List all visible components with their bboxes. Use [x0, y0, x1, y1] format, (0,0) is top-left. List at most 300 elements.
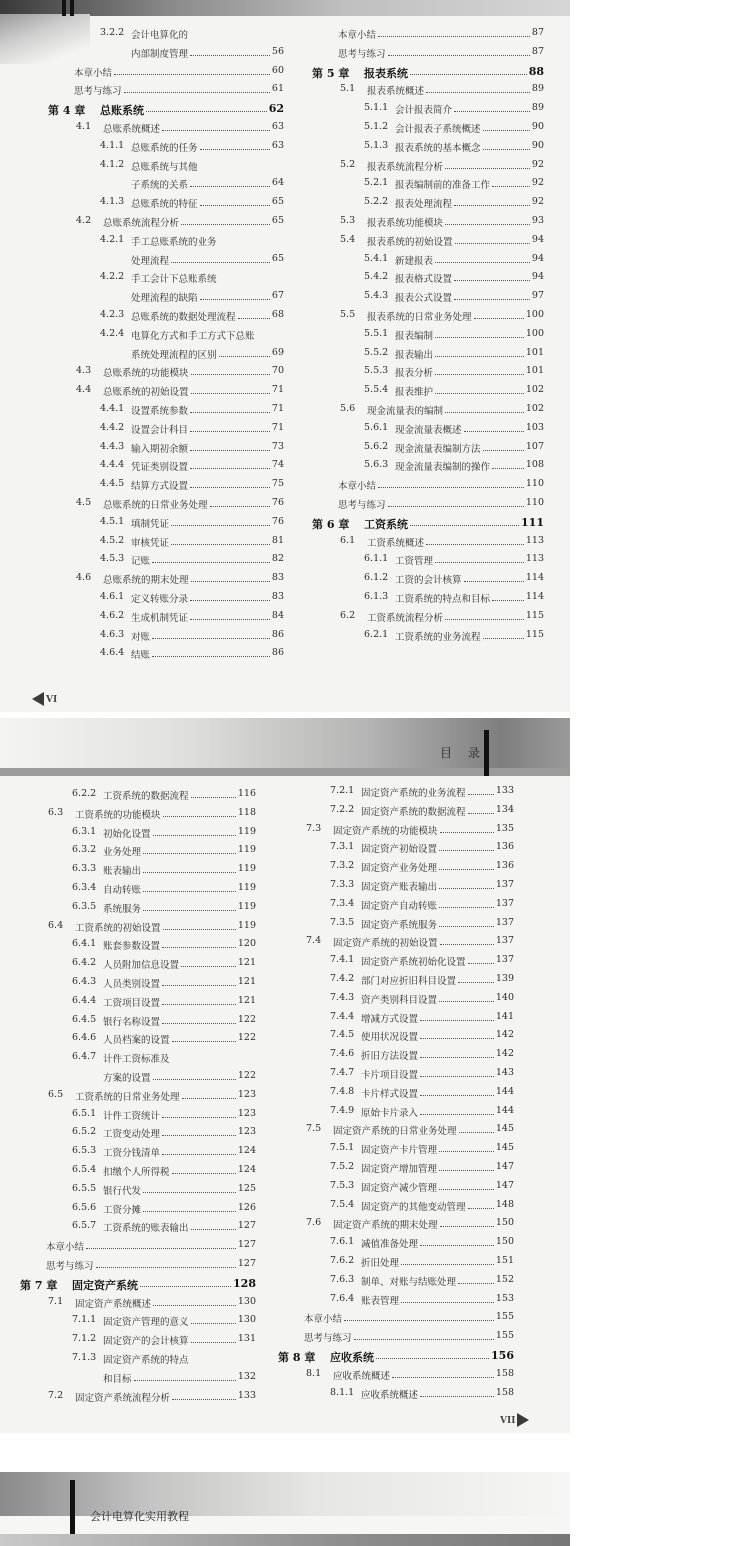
toc-entry	[312, 384, 544, 403]
toc-entry-page: 67	[271, 290, 284, 302]
toc-chapter	[312, 516, 544, 535]
toc-entry-title: 银行代发	[103, 1185, 142, 1197]
dot-leader	[420, 1020, 494, 1021]
dot-leader	[458, 1283, 494, 1284]
toc-entry	[312, 422, 544, 441]
toc-entry-page: 101	[525, 365, 544, 377]
toc-entry	[312, 535, 544, 554]
toc-entry-number: 7.6.4	[330, 1292, 355, 1304]
toc-entry-number: 6.5	[48, 1088, 64, 1100]
toc-entry-number: 6.4.5	[72, 1013, 97, 1025]
dot-leader	[492, 600, 524, 601]
toc-entry	[312, 497, 544, 516]
toc-entry-title: 固定资产的其他变动管理	[361, 1201, 466, 1213]
toc-entry	[278, 1255, 514, 1274]
toc-entry	[20, 1051, 256, 1070]
toc-entry-number: 5.1	[340, 83, 356, 95]
toc-entry	[278, 1217, 514, 1236]
toc-entry	[312, 478, 544, 497]
toc-entry-page: 122	[237, 1032, 256, 1044]
toc-entry-title: 固定资产系统概述	[75, 1298, 152, 1310]
toc-entry-number: 5.4	[340, 233, 356, 245]
toc-entry-number: 6.1.1	[364, 553, 389, 565]
toc-entry-number: 7.2.2	[330, 803, 355, 815]
toc-entry-page: 71	[271, 402, 284, 414]
toc-entry-page: 60	[271, 64, 284, 76]
toc-entry-page: 89	[531, 83, 544, 95]
toc-entry-number: 7.4.4	[330, 1010, 355, 1022]
toc-entry-number: 7.3.1	[330, 841, 355, 853]
dot-leader	[143, 853, 236, 854]
toc-entry-title: 定义转账分录	[131, 593, 189, 605]
toc-entry-title: 工资系统的特点和目标	[395, 593, 491, 605]
toc-entry-title: 固定资产系统流程分析	[75, 1392, 171, 1404]
toc-entry	[312, 215, 544, 234]
toc-entry-title: 人员档案的设置	[103, 1035, 170, 1047]
dot-leader	[435, 337, 524, 338]
toc-entry-title: 应收系统概述	[361, 1389, 419, 1401]
toc-entry-number: 6.5.4	[72, 1163, 97, 1175]
toc-entry-page: 115	[525, 609, 544, 621]
toc-entry-title: 总账系统的任务	[131, 142, 198, 154]
toc-entry	[48, 497, 284, 516]
toc-entry	[312, 629, 544, 648]
toc-entry-page: 131	[237, 1333, 256, 1345]
toc-entry-page: 136	[495, 860, 514, 872]
toc-entry	[278, 898, 514, 917]
toc-entry-page: 124	[237, 1163, 256, 1175]
toc-entry-title: 生成机制凭证	[131, 612, 189, 624]
toc-chapter	[312, 65, 544, 84]
dot-leader	[191, 1342, 236, 1343]
toc-entry-number: 5.5	[340, 308, 356, 320]
dot-leader	[238, 318, 270, 319]
toc-entry-title: 报表分析	[395, 368, 434, 380]
dot-leader	[426, 92, 530, 93]
header-bar	[62, 0, 66, 16]
toc-entry-title: 银行名称设置	[103, 1016, 161, 1028]
page-number: VII	[500, 1413, 529, 1427]
toc-entry	[20, 920, 256, 939]
dot-leader	[445, 619, 524, 620]
toc-entry-number: 7.1.2	[72, 1333, 97, 1345]
toc-entry	[48, 196, 284, 215]
dot-leader	[468, 1208, 494, 1209]
toc-entry-page: 133	[495, 785, 514, 796]
toc-entry	[312, 347, 544, 366]
toc-entry-title: 和目标	[103, 1373, 132, 1385]
dot-leader	[163, 929, 236, 930]
toc-entry-title: 报表编制前的准备工作	[395, 180, 491, 192]
toc-entry-number: 7.2	[48, 1389, 64, 1401]
toc-entry-page: 145	[495, 1123, 514, 1135]
toc-chapter	[20, 1277, 256, 1296]
toc-entry-number: 7.4.9	[330, 1104, 355, 1116]
toc-entry-number: 6.2.1	[364, 628, 389, 640]
toc-entry-number: 6.4.6	[72, 1032, 97, 1044]
toc-entry	[278, 1311, 514, 1330]
toc-entry-title: 卡片样式设置	[361, 1088, 419, 1100]
toc-page-2	[0, 718, 570, 1433]
toc-entry-number: 5.1.3	[364, 139, 389, 151]
toc-entry-page: 119	[237, 844, 256, 856]
toc-entry	[20, 1164, 256, 1183]
dot-leader	[190, 450, 270, 451]
dot-leader	[191, 581, 270, 582]
toc-entry-title: 思考与练习	[46, 1260, 94, 1272]
toc-entry	[278, 954, 514, 973]
dot-leader	[492, 468, 524, 469]
toc-entry	[48, 441, 284, 460]
toc-entry-number: 6.1	[340, 534, 356, 546]
toc-entry	[312, 253, 544, 272]
dot-leader	[439, 1001, 494, 1002]
toc-entry-title: 减值准备处理	[361, 1239, 419, 1251]
toc-entry-number: 6.5.6	[72, 1201, 97, 1213]
toc-entry-number: 7.2.1	[330, 785, 355, 796]
toc-entry-page: 151	[495, 1254, 514, 1266]
dot-leader	[162, 1154, 236, 1155]
toc-entry-page: 134	[495, 803, 514, 815]
toc-entry	[278, 1011, 514, 1030]
toc-entry-page: 152	[495, 1273, 514, 1285]
toc-entry-page: 87	[531, 45, 544, 57]
dot-leader	[172, 1041, 236, 1042]
toc-entry-page: 87	[531, 27, 544, 38]
toc-entry-page: 102	[525, 384, 544, 396]
toc-entry	[48, 309, 284, 328]
toc-entry-number: 4.2.2	[100, 271, 125, 283]
dot-leader	[458, 982, 494, 983]
toc-entry	[20, 1070, 256, 1089]
toc-entry-number: 4.1.1	[100, 139, 125, 151]
toc-entry-page: 127	[237, 1239, 256, 1251]
toc-entry-number: 6.4	[48, 919, 64, 931]
toc-entry	[20, 882, 256, 901]
toc-entry-number: 7.4	[306, 935, 322, 947]
dot-leader	[143, 1192, 236, 1193]
dot-leader	[454, 299, 530, 300]
dot-leader	[439, 869, 494, 870]
toc-entry-number: 4.4.4	[100, 459, 125, 471]
toc-entry-number: 4.6.4	[100, 647, 125, 659]
toc-entry-title: 资产类别科目设置	[361, 994, 438, 1006]
toc-entry	[278, 1142, 514, 1161]
dot-leader	[483, 130, 530, 131]
dot-leader	[172, 1173, 236, 1174]
toc-entry	[20, 901, 256, 920]
toc-entry-number: 6.5.3	[72, 1145, 97, 1157]
toc-entry-number: 4.6.3	[100, 628, 125, 640]
toc-entry-number: 6.5.2	[72, 1126, 97, 1138]
toc-entry	[278, 1274, 514, 1293]
toc-entry-page: 123	[237, 1107, 256, 1119]
toc-entry	[278, 1086, 514, 1105]
toc-entry-page: 121	[237, 957, 256, 969]
toc-entry-title: 固定资产系统的特点	[103, 1354, 189, 1366]
dot-leader	[410, 74, 527, 75]
dot-leader	[439, 1189, 494, 1190]
toc-entry-title: 固定资产系统的期末处理	[333, 1220, 438, 1232]
toc-entry-number: 7.4.5	[330, 1029, 355, 1041]
toc-entry	[48, 610, 284, 629]
toc-entry-title: 内部制度管理	[131, 48, 189, 60]
dot-leader	[388, 506, 524, 507]
dot-leader	[445, 412, 524, 413]
dot-leader	[162, 1117, 236, 1118]
toc-entry-page: 92	[531, 177, 544, 189]
toc-entry-page: 113	[525, 534, 544, 546]
toc-entry-number: 5.1.2	[364, 120, 389, 132]
toc-entry-page: 86	[271, 647, 284, 659]
toc-entry-page: 64	[271, 177, 284, 189]
toc-entry-title: 工资变动处理	[103, 1129, 161, 1141]
toc-entry-page: 101	[525, 346, 544, 358]
dot-leader	[162, 1135, 236, 1136]
dot-leader	[439, 926, 494, 927]
toc-entry-number: 7.5.1	[330, 1142, 355, 1154]
toc-entry	[48, 365, 284, 384]
toc-entry-number: 6.4.3	[72, 975, 97, 987]
toc-entry-number: 7.3.3	[330, 878, 355, 890]
toc-entry	[20, 1108, 256, 1127]
toc-entry-number: 3.2.2	[100, 27, 125, 38]
dot-leader	[392, 1377, 494, 1378]
toc-entry-title: 工资的会计核算	[395, 575, 462, 587]
toc-entry-title: 工资系统的初始设置	[75, 922, 161, 934]
toc-entry	[312, 83, 544, 102]
toc-entry-page: 139	[495, 972, 514, 984]
dot-leader	[200, 299, 270, 300]
toc-entry	[20, 844, 256, 863]
toc-entry-number: 5.3	[340, 214, 356, 226]
toc-entry-title: 账表输出	[103, 866, 142, 878]
dot-leader	[171, 544, 270, 545]
toc-entry-title: 本章小结	[74, 67, 113, 79]
toc-entry-title: 总账系统的初始设置	[103, 387, 189, 399]
dot-leader	[191, 1229, 236, 1230]
toc-entry	[20, 1352, 256, 1371]
toc-entry-page: 63	[271, 120, 284, 132]
toc-entry-page: 121	[237, 994, 256, 1006]
toc-entry-page: 147	[495, 1179, 514, 1191]
toc-entry-number: 7.5	[306, 1123, 322, 1135]
toc-entry-number: 7.3	[306, 822, 322, 834]
toc-entry-number: 5.2	[340, 158, 356, 170]
toc-entry-page: 114	[525, 572, 544, 584]
toc-entry-number: 7.6.2	[330, 1254, 355, 1266]
toc-entry	[48, 535, 284, 554]
toc-entry-page: 132	[237, 1370, 256, 1382]
toc-entry-number: 7.1.1	[72, 1314, 97, 1326]
dot-leader	[191, 797, 236, 798]
toc-entry-number: 4.6.1	[100, 590, 125, 602]
toc-entry	[48, 459, 284, 478]
toc-entry-page: 62	[268, 102, 284, 116]
toc-entry-number: 4.2.4	[100, 327, 125, 339]
toc-entry	[20, 1258, 256, 1277]
toc-entry-title: 原始卡片录入	[361, 1107, 419, 1119]
toc-entry	[312, 102, 544, 121]
toc-entry-page: 142	[495, 1048, 514, 1060]
dot-leader	[153, 835, 236, 836]
toc-entry-page: 82	[271, 553, 284, 565]
toc-entry-page: 94	[531, 271, 544, 283]
toc-entry-title: 总账系统概述	[103, 123, 161, 135]
dot-leader	[426, 544, 524, 545]
toc-entry-number: 7.6	[306, 1217, 322, 1229]
toc-entry-number: 7.3.2	[330, 860, 355, 872]
toc-entry-title: 业务处理	[103, 847, 142, 859]
toc-entry	[278, 1236, 514, 1255]
toc-column-right	[278, 785, 514, 1405]
toc-entry-number: 4.5.2	[100, 534, 125, 546]
toc-entry-page: 76	[271, 496, 284, 508]
dot-leader	[200, 149, 270, 150]
toc-entry-page: 88	[528, 64, 544, 78]
toc-entry	[20, 863, 256, 882]
dot-leader	[190, 186, 270, 187]
toc-entry-title: 手工会计下总账系统	[131, 274, 217, 286]
toc-entry-title: 工资分摊	[103, 1204, 142, 1216]
toc-entry-page: 123	[237, 1088, 256, 1100]
toc-entry-title: 工资系统的账表输出	[103, 1223, 189, 1235]
toc-entry-page: 150	[495, 1236, 514, 1248]
toc-entry	[48, 140, 284, 159]
toc-entry-number: 第 8 章	[278, 1350, 316, 1364]
toc-entry-title: 总账系统的日常业务处理	[103, 499, 208, 511]
toc-entry-page: 128	[233, 1276, 256, 1290]
toc-entry	[20, 807, 256, 826]
toc-entry	[278, 1161, 514, 1180]
toc-entry-title: 报表编制	[395, 330, 434, 342]
toc-entry-number: 6.5.1	[72, 1107, 97, 1119]
dot-leader	[190, 487, 270, 488]
toc-entry-title: 结算方式设置	[131, 481, 189, 493]
toc-entry-title: 固定资产自动转账	[361, 900, 438, 912]
dot-leader	[152, 562, 270, 563]
toc-entry-number: 7.3.4	[330, 897, 355, 909]
toc-entry	[20, 1089, 256, 1108]
toc-entry	[312, 309, 544, 328]
toc-column-left	[48, 27, 284, 666]
dot-leader	[376, 1358, 489, 1359]
toc-entry-title: 设置系统参数	[131, 405, 189, 417]
toc-entry	[278, 1029, 514, 1048]
toc-entry-number: 第 4 章	[48, 104, 86, 118]
toc-entry-title: 固定资产系统的功能模块	[333, 825, 438, 837]
toc-entry	[48, 478, 284, 497]
toc-entry-title: 固定资产系统的初始设置	[333, 938, 438, 950]
arrow-right-icon	[517, 1413, 529, 1427]
dot-leader	[439, 1151, 494, 1152]
dot-leader	[440, 944, 494, 945]
toc-entry-number: 6.2	[340, 609, 356, 621]
dot-leader	[454, 205, 530, 206]
toc-chapter	[278, 1349, 514, 1368]
footer-band	[0, 1472, 570, 1516]
dot-leader	[191, 1323, 236, 1324]
toc-entry	[20, 826, 256, 845]
toc-entry-title: 现金流量表的编制	[367, 405, 444, 417]
dot-leader	[440, 832, 494, 833]
toc-entry	[20, 1145, 256, 1164]
toc-entry	[312, 159, 544, 178]
toc-entry	[20, 1032, 256, 1051]
toc-entry	[20, 938, 256, 957]
toc-entry-number: 6.4.7	[72, 1051, 97, 1063]
dot-leader	[454, 280, 530, 281]
toc-entry-number: 5.5.4	[364, 384, 389, 396]
toc-entry-title: 填制凭证	[131, 518, 170, 530]
toc-entry-title: 工资系统流程分析	[367, 612, 444, 624]
toc-entry-title: 工资系统的功能模块	[75, 809, 161, 821]
toc-entry-page: 63	[271, 139, 284, 151]
toc-entry-title: 报表维护	[395, 387, 434, 399]
toc-entry	[278, 1123, 514, 1142]
toc-entry-title: 会计报表简介	[395, 105, 453, 117]
toc-entry	[20, 1239, 256, 1258]
toc-entry	[48, 591, 284, 610]
toc-entry-title: 报表格式设置	[395, 274, 453, 286]
toc-entry-title: 报表公式设置	[395, 293, 453, 305]
toc-entry-number: 4.6.2	[100, 609, 125, 621]
toc-entry-title: 人员附加信息设置	[103, 960, 180, 972]
dot-leader	[96, 1267, 236, 1268]
dot-leader	[435, 393, 524, 394]
toc-entry-title: 应收系统	[330, 1350, 374, 1364]
toc-entry-number: 4.3	[76, 365, 92, 377]
toc-column-right	[312, 27, 544, 647]
dot-leader	[124, 92, 270, 93]
toc-entry	[278, 1387, 514, 1406]
toc-entry	[48, 65, 284, 84]
toc-entry	[278, 879, 514, 898]
toc-entry-title: 自动转账	[103, 884, 142, 896]
toc-entry-number: 7.3.5	[330, 916, 355, 928]
toc-entry-number: 第 7 章	[20, 1278, 58, 1292]
toc-entry	[20, 1183, 256, 1202]
toc-entry	[20, 957, 256, 976]
toc-entry-page: 133	[237, 1389, 256, 1401]
dot-leader	[153, 1305, 236, 1306]
toc-entry-number: 7.6.1	[330, 1236, 355, 1248]
toc-entry-number: 6.3.4	[72, 881, 97, 893]
dot-leader	[354, 1339, 494, 1340]
toc-entry-number: 第 5 章	[312, 66, 350, 80]
toc-entry-title: 会计电算化的	[131, 30, 189, 41]
dot-leader	[445, 168, 530, 169]
toc-entry-title: 固定资产减少管理	[361, 1182, 438, 1194]
toc-entry-page: 65	[271, 252, 284, 264]
toc-entry-title: 工资管理	[395, 556, 434, 568]
toc-entry-page: 92	[531, 158, 544, 170]
toc-entry-page: 71	[271, 421, 284, 433]
toc-entry-number: 5.6.2	[364, 440, 389, 452]
dot-leader	[190, 619, 270, 620]
dot-leader	[172, 1399, 236, 1400]
dot-leader	[420, 1396, 494, 1397]
dot-leader	[410, 525, 519, 526]
toc-column-left	[20, 788, 256, 1408]
dot-leader	[191, 374, 270, 375]
toc-entry-title: 工资系统概述	[367, 537, 425, 549]
dot-leader	[435, 356, 524, 357]
toc-entry-page: 125	[237, 1182, 256, 1194]
header-bar	[70, 0, 74, 16]
toc-entry-title: 工资系统的日常业务处理	[75, 1091, 180, 1103]
toc-entry-number: 4.4.3	[100, 440, 125, 452]
